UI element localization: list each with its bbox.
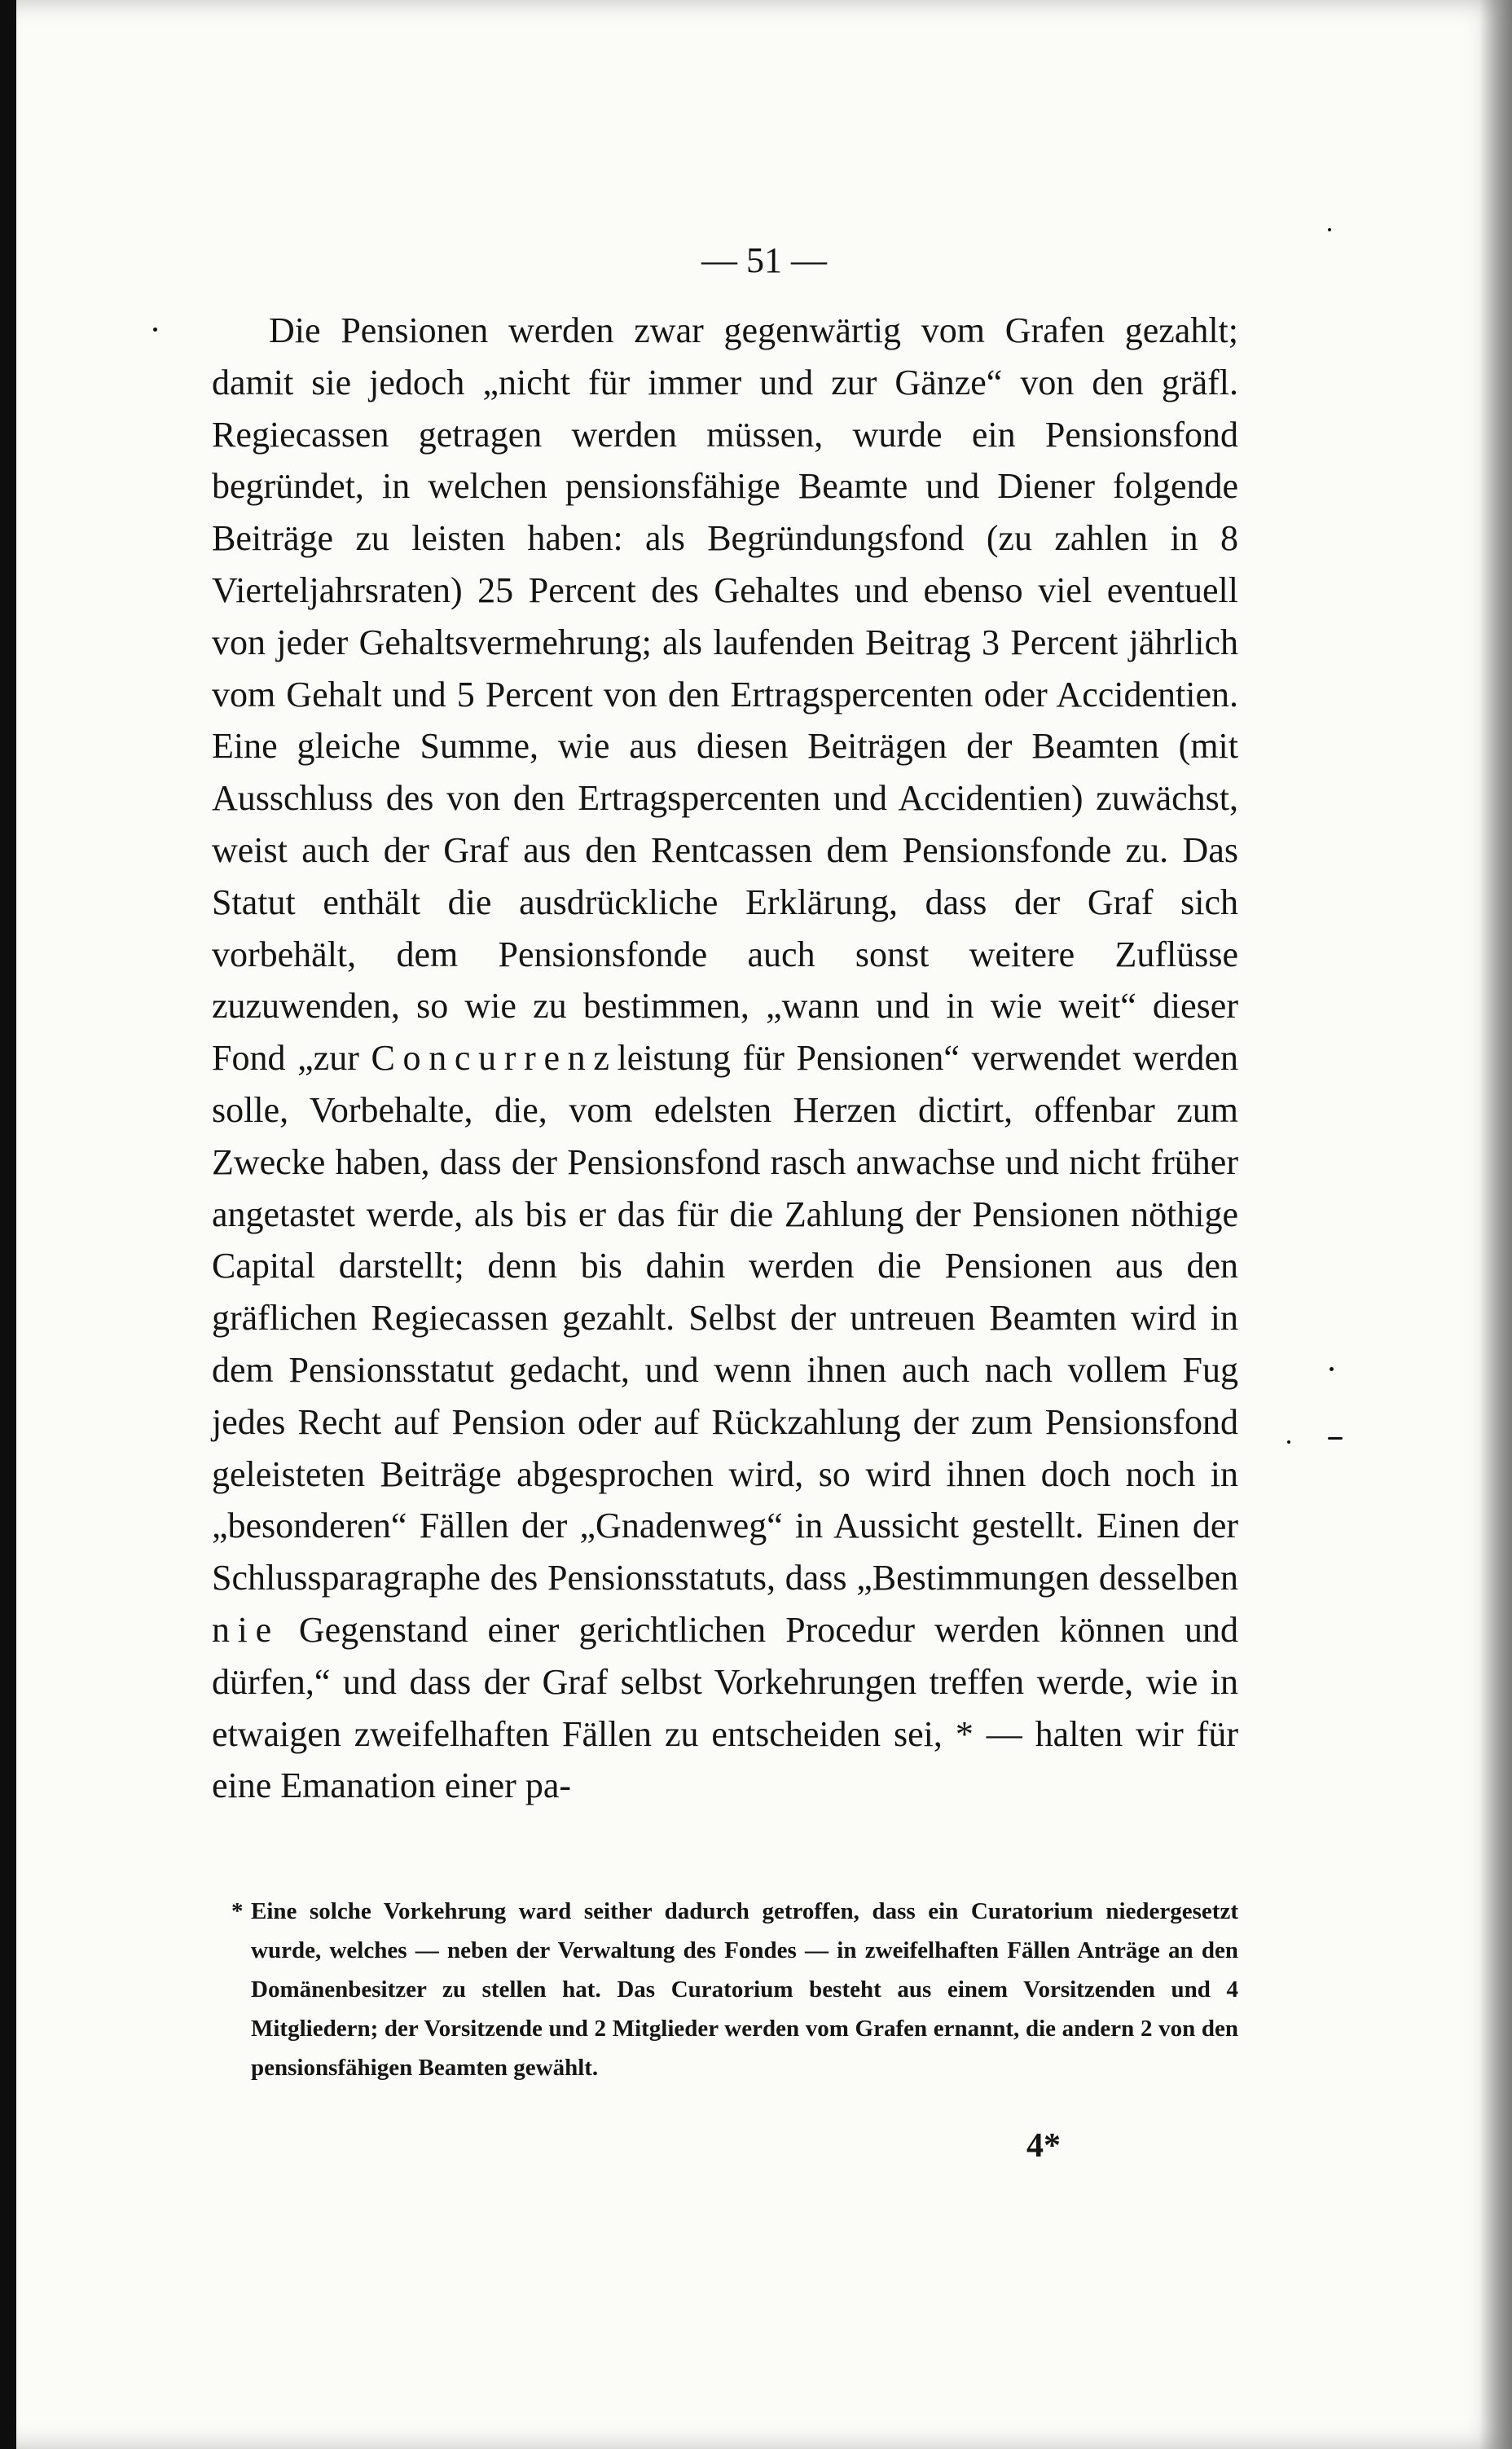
spaced-emphasis-concurrenz: Concurrenz — [371, 1038, 618, 1079]
main-text — [212, 305, 1238, 1812]
scan-speck — [153, 328, 157, 332]
paragraph — [212, 305, 1238, 1812]
scan-speck — [1328, 1437, 1343, 1440]
page-edge-shadow — [1479, 0, 1512, 2449]
page-number: — 51 — — [701, 240, 827, 280]
spaced-emphasis-nie: nie — [212, 1609, 279, 1650]
paper-sheet — [16, 0, 1512, 2449]
scan-speck — [1287, 1440, 1290, 1444]
text-segment-2: leistung für Pensionen“ verwendet werden solle, Vorbehalte, die, vom edelsten Herzen dictirt, offenbar zum Zwecke haben, dass der Pensionsfond rasch anwachse und nicht früher angetastet werde, als bis er das für die Zahlung der Pensionen nöthige Capital darstellt; denn bis dahin werden die Pensionen aus den gräflichen Regiecassen gezahlt. Selbst der untreuen Beamten wird in dem Pensionsstatut gedacht, und wenn ihnen auch nach vollem Fug jedes Recht auf Pension oder auf Rückzahlung der zum Pensionsfond geleisteten Beiträge abgesprochen wird, so wird ihnen doch noch in „besonderen“ Fällen der „Gnadenweg“ in Aussicht gestellt. Einen der Schlussparagraphe des Pensionsstatuts, dass „Bestimmungen desselben — [212, 1038, 1239, 1598]
text-segment-3: Gegenstand einer gerichtlichen Procedur werden können und dürfen,“ und dass der Graf selbst Vorkehrungen treffen werde, wie in etwaigen zweifelhaften Fällen zu entscheiden sei, * — halten wir für eine Emanation einer pa- — [212, 1609, 1239, 1806]
text-segment-1: Die Pensionen werden zwar gegenwärtig vom Grafen gezahlt; damit sie jedoch „nicht für immer und zur Gänze“ von den gräfl. Regiecassen getragen werden müssen, wurde ein Pensionsfond begründet, in welchen pensionsfähige Beamte und Diener folgende Beiträge zu leisten haben: als Begründungsfond (zu zahlen in 8 Vierteljahrsraten) 25 Percent des Gehaltes und ebenso viel eventuell von jeder Gehaltsvermehrung; als laufenden Beitrag 3 Percent jährlich vom Gehalt und 5 Percent von den Ertragspercenten oder Accidentien. Eine gleiche Summe, wie aus diesen Beiträgen der Beamten (mit Ausschluss des von den Ertragspercenten und Accidentien) zuwächst, weist auch der Graf aus den Rentcassen dem Pensionsfonde zu. Das Statut enthält die ausdrückliche Erklärung, dass der Graf sich vorbehält, dem Pensionsfonde auch sonst weitere Zuflüsse zuzuwenden, so wie zu bestimmen, „wann und in wie weit“ dieser Fond „zur — [212, 310, 1238, 1079]
signature-mark: 4* — [1026, 2127, 1061, 2165]
scan-speck — [1330, 1367, 1334, 1371]
footnote — [231, 1892, 1238, 2087]
footnote-marker: * — [231, 1898, 244, 1924]
scan-speck — [1328, 228, 1331, 231]
footnote-text: Eine solche Vorkehrung ward seither dadurch getroffen, dass ein Curatorium niedergesetzt wurde, welches — neben der Verwaltung des Fondes — in zweifelhaften Fällen Anträge an den Domänenbesitzer zu stellen hat. Das Curatorium besteht aus einem Vorsitzenden und 4 Mitgliedern; der Vorsitzende und 2 Mitglieder werden vom Grafen ernannt, die andern 2 von den pensionsfähigen Beamten gewählt. — [251, 1898, 1238, 2081]
